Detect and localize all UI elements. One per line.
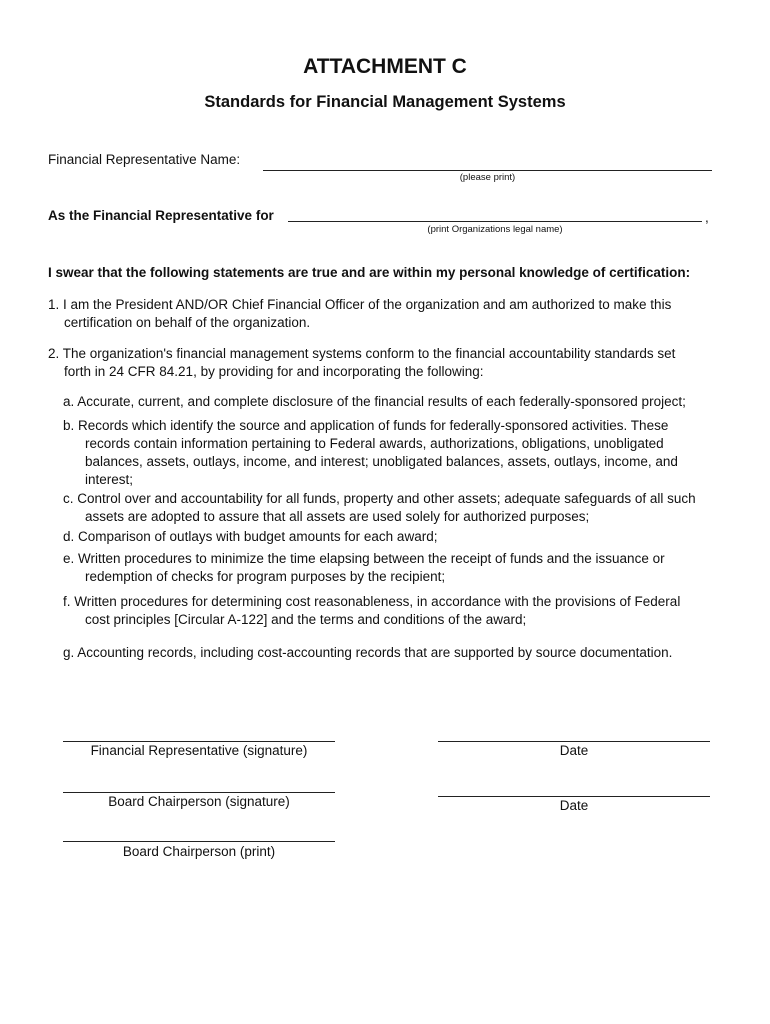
- rep-name-line[interactable]: [263, 170, 712, 171]
- board-signature-label: Board Chairperson (signature): [108, 794, 290, 809]
- item-d-line-1: d. Comparison of outlays with budget amounts for each award;: [63, 529, 438, 544]
- item-b-line-1: b. Records which identify the source and application of funds for federally-sponsored activities. These: [63, 418, 669, 433]
- statement-2-line-2: forth in 24 CFR 84.21, by providing for and incorporating the following:: [64, 364, 484, 379]
- fin-rep-signature-line[interactable]: [63, 741, 335, 742]
- item-c-line-1: c. Control over and accountability for all funds, property and other assets; adequate safeguards of all such: [63, 491, 696, 506]
- date-label-1: Date: [559, 743, 589, 758]
- item-c: [63, 490, 696, 526]
- item-e-line-2: redemption of checks for program purposes by the recipient;: [85, 569, 446, 584]
- statement-1-line-1: 1. I am the President AND/OR Chief Financial Officer of the organization and am authorized to make this: [48, 297, 672, 312]
- org-name-line[interactable]: [288, 221, 702, 222]
- org-field-label: As the Financial Representative for: [48, 208, 274, 223]
- item-b: [63, 417, 678, 489]
- date-line-2[interactable]: [438, 796, 710, 797]
- statement-1-line-2: certification on behalf of the organization.: [64, 315, 311, 330]
- statement-2-line-1: 2. The organization's financial management systems conform to the financial accountability standards set: [48, 346, 676, 361]
- item-a-line-1: a. Accurate, current, and complete disclosure of the financial results of each federally-sponsored project;: [63, 394, 686, 409]
- rep-name-hint: (please print): [459, 172, 516, 183]
- item-g-line-1: g. Accounting records, including cost-accounting records that are supported by source documentation.: [63, 645, 673, 660]
- org-trailing-comma: ,: [705, 210, 709, 225]
- rep-name-label: Financial Representative Name:: [48, 152, 241, 167]
- item-f-line-2: cost principles [Circular A-122] and the terms and conditions of the award;: [85, 612, 527, 627]
- statement-1: [48, 296, 671, 332]
- board-print-label: Board Chairperson (print): [122, 844, 276, 859]
- item-f: [63, 593, 680, 629]
- item-e-line-1: e. Written procedures to minimize the time elapsing between the receipt of funds and the issuance or: [63, 551, 665, 566]
- statement-2: [48, 345, 675, 381]
- document-subtitle: Standards for Financial Management Systems: [204, 93, 566, 111]
- date-label-2: Date: [559, 798, 589, 813]
- item-d: [63, 528, 437, 546]
- board-print-line[interactable]: [63, 841, 335, 842]
- item-e: [63, 550, 665, 586]
- date-line-1[interactable]: [438, 741, 710, 742]
- item-c-line-2: assets are adopted to assure that all assets are used solely for authorized purposes;: [85, 509, 590, 524]
- item-b-line-3: balances, assets, outlays, income, and interest; unobligated balances, assets, outlays, income, and: [85, 454, 678, 469]
- item-b-line-2: records contain information pertaining to Federal awards, authorizations, obligations, unobligated: [85, 436, 664, 451]
- document-title: ATTACHMENT C: [303, 55, 467, 78]
- org-name-hint: (print Organizations legal name): [427, 224, 563, 235]
- item-a: [63, 393, 686, 411]
- item-f-line-1: f. Written procedures for determining cost reasonableness, in accordance with the provisions of Federal: [63, 594, 681, 609]
- item-b-line-4: interest;: [85, 472, 134, 487]
- fin-rep-signature-label: Financial Representative (signature): [90, 743, 308, 758]
- oath-statement: I swear that the following statements are true and are within my personal knowledge of certification:: [48, 265, 691, 280]
- board-signature-line[interactable]: [63, 792, 335, 793]
- item-g: [63, 644, 672, 662]
